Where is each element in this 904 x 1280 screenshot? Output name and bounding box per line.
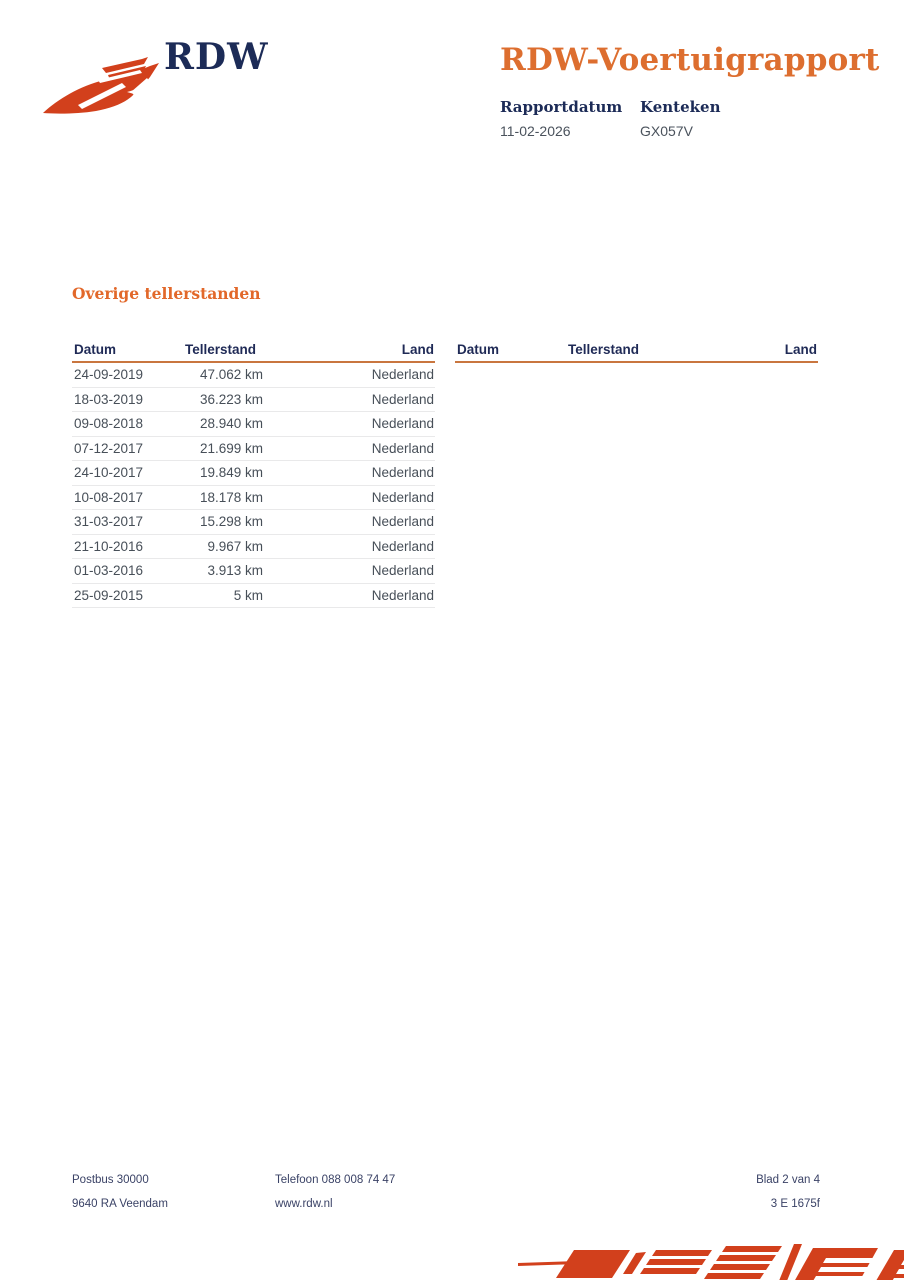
cell-land: Nederland	[371, 465, 434, 481]
cell-datum: 18-03-2019	[74, 391, 144, 407]
cell-land: Nederland	[371, 563, 434, 579]
odometer-table-left	[72, 342, 435, 608]
footer-phone: Telefoon 088 008 74 47	[275, 1174, 396, 1186]
table-header-row	[72, 342, 435, 363]
footer-address-line2: 9640 RA Veendam	[72, 1198, 168, 1210]
cell-tellerstand: 19.849 km	[199, 465, 263, 481]
cell-tellerstand: 28.940 km	[199, 416, 263, 432]
kenteken-value: GX057V	[640, 123, 693, 139]
footer-address-line1: Postbus 30000	[72, 1174, 149, 1186]
cell-datum: 07-12-2017	[74, 440, 144, 456]
cell-tellerstand: 36.223 km	[199, 391, 263, 407]
rdw-stripes-decoration-icon	[516, 1238, 904, 1280]
table-row	[72, 437, 435, 462]
page-title: RDW-Voertuigrapport	[500, 42, 880, 78]
cell-tellerstand: 5 km	[233, 587, 263, 603]
cell-datum: 10-08-2017	[74, 489, 144, 505]
cell-tellerstand: 9.967 km	[207, 538, 263, 554]
cell-land: Nederland	[371, 489, 434, 505]
rdw-feather-icon	[38, 56, 164, 118]
page-footer	[72, 1168, 820, 1224]
cell-land: Nederland	[371, 440, 434, 456]
kenteken-block	[640, 98, 720, 139]
rdw-logo-text: RDW	[164, 36, 269, 78]
footer-contact	[275, 1168, 395, 1216]
rdw-logo	[38, 36, 298, 126]
footer-website: www.rdw.nl	[275, 1198, 333, 1210]
table-row	[72, 559, 435, 584]
table-row	[72, 388, 435, 413]
cell-tellerstand: 3.913 km	[207, 563, 263, 579]
cell-tellerstand: 18.178 km	[199, 489, 263, 505]
column-header-land: Land	[401, 342, 434, 357]
cell-datum: 21-10-2016	[74, 538, 144, 554]
cell-datum: 25-09-2015	[74, 587, 144, 603]
cell-land: Nederland	[371, 416, 434, 432]
table-row	[72, 363, 435, 388]
report-date-value: 11-02-2026	[500, 123, 571, 139]
footer-address	[72, 1168, 168, 1216]
table-row	[72, 486, 435, 511]
cell-land: Nederland	[371, 367, 434, 383]
kenteken-label: Kenteken	[640, 98, 721, 116]
cell-datum: 01-03-2016	[74, 563, 144, 579]
report-date-block	[500, 98, 640, 139]
table-header-row	[455, 342, 818, 363]
odometer-tables	[72, 342, 818, 608]
column-header-land: Land	[784, 342, 817, 357]
column-header-tellerstand: Tellerstand	[185, 342, 257, 357]
footer-doc-code: 3 E 1675f	[770, 1198, 820, 1210]
cell-datum: 24-10-2017	[74, 465, 144, 481]
cell-tellerstand: 15.298 km	[199, 514, 263, 530]
column-header-datum: Datum	[457, 342, 500, 357]
cell-tellerstand: 21.699 km	[199, 440, 263, 456]
cell-land: Nederland	[371, 514, 434, 530]
cell-datum: 09-08-2018	[74, 416, 144, 432]
table-row	[72, 510, 435, 535]
cell-datum: 24-09-2019	[74, 367, 144, 383]
cell-datum: 31-03-2017	[74, 514, 144, 530]
table-row	[72, 535, 435, 560]
table-row	[72, 412, 435, 437]
cell-tellerstand: 47.062 km	[199, 367, 263, 383]
footer-page-indicator: Blad 2 van 4	[756, 1174, 820, 1186]
report-date-label: Rapportdatum	[500, 98, 623, 116]
cell-land: Nederland	[371, 538, 434, 554]
table-row	[72, 584, 435, 609]
column-header-datum: Datum	[74, 342, 117, 357]
section-heading-overige-tellerstanden: Overige tellerstanden	[72, 284, 261, 303]
cell-land: Nederland	[371, 587, 434, 603]
odometer-table-right	[455, 342, 818, 608]
table-row	[72, 461, 435, 486]
report-meta	[500, 98, 860, 139]
column-header-tellerstand: Tellerstand	[568, 342, 640, 357]
cell-land: Nederland	[371, 391, 434, 407]
footer-paging	[756, 1168, 820, 1216]
report-header	[500, 42, 880, 139]
